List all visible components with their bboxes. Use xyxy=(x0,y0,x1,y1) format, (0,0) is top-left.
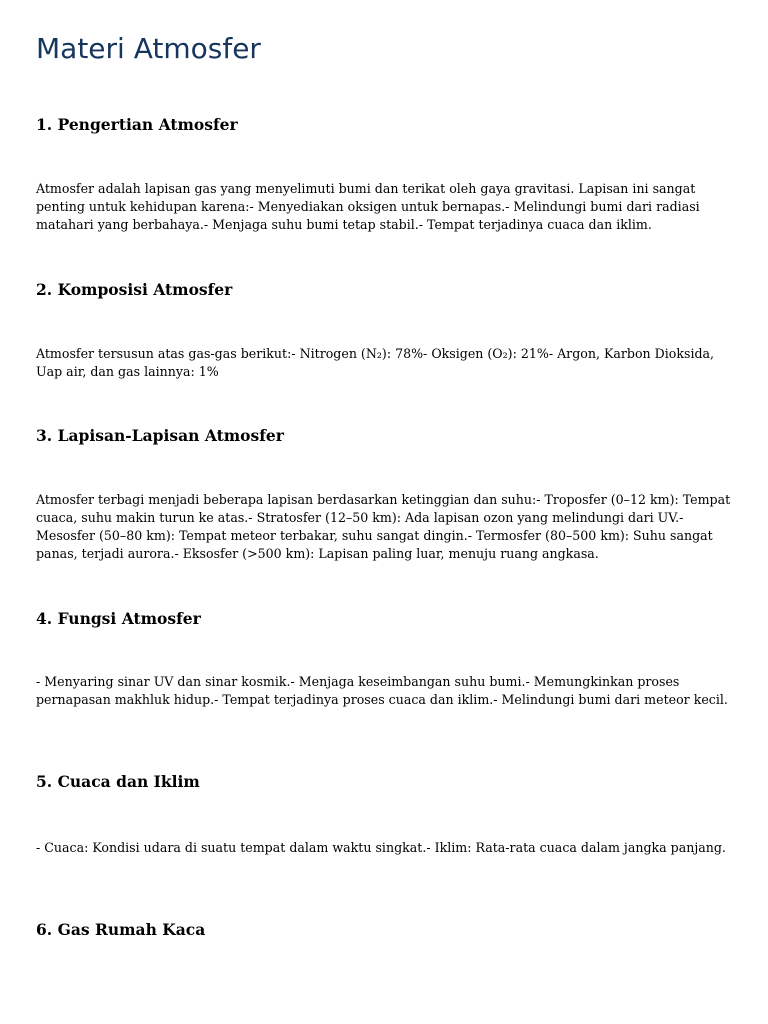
section-heading-lapisan: 3. Lapisan-Lapisan Atmosfer xyxy=(36,426,284,445)
document-title: Materi Atmosfer xyxy=(36,32,261,65)
section-heading-pengertian: 1. Pengertian Atmosfer xyxy=(36,115,238,134)
section-body-cuaca-iklim: - Cuaca: Kondisi udara di suatu tempat dalam waktu singkat.- Iklim: Rata-rata cuaca dalam jangka panjang. xyxy=(36,840,726,855)
section-heading-cuaca-iklim: 5. Cuaca dan Iklim xyxy=(36,772,200,791)
section-heading-gas-rumah-kaca: 6. Gas Rumah Kaca xyxy=(36,920,206,939)
section-heading-fungsi: 4. Fungsi Atmosfer xyxy=(36,609,201,628)
section-body-fungsi: - Menyaring sinar UV dan sinar kosmik.- Menjaga keseimbangan suhu bumi.- Memungkinkan proses pernapasan makhluk hidup.- Tempat terjadinya proses cuaca dan iklim.- Melindungi bumi dari meteor kecil. xyxy=(36,674,728,707)
section-body-lapisan: Atmosfer terbagi menjadi beberapa lapisan berdasarkan ketinggian dan suhu:- Troposfer (0–12 km): Tempat cuaca, suhu makin turun ke atas.- Stratosfer (12–50 km): Ada lapisan ozon yang melindungi dari UV.- Mesosfer (50–80 km): Tempat meteor terbakar, suhu sangat dingin.- Termosfer (80–500 km): Suhu sangat panas, terjadi aurora.- Eksosfer (>500 km): Lapisan paling luar, menuju ruang angkasa. xyxy=(36,492,731,561)
section-heading-komposisi: 2. Komposisi Atmosfer xyxy=(36,280,233,299)
section-body-pengertian: Atmosfer adalah lapisan gas yang menyelimuti bumi dan terikat oleh gaya gravitasi. Lapisan ini sangat penting untuk kehidupan karena:- Menyediakan oksigen untuk bernapas.- Melindungi bumi dari radiasi matahari yang berbahaya.- Menjaga suhu bumi tetap stabil.- Tempat terjadinya cuaca dan iklim. xyxy=(36,181,700,232)
section-body-komposisi: Atmosfer tersusun atas gas-gas berikut:- Nitrogen (N₂): 78%- Oksigen (O₂): 21%- Argon, Karbon Dioksida, Uap air, dan gas lainnya: 1% xyxy=(36,346,715,379)
